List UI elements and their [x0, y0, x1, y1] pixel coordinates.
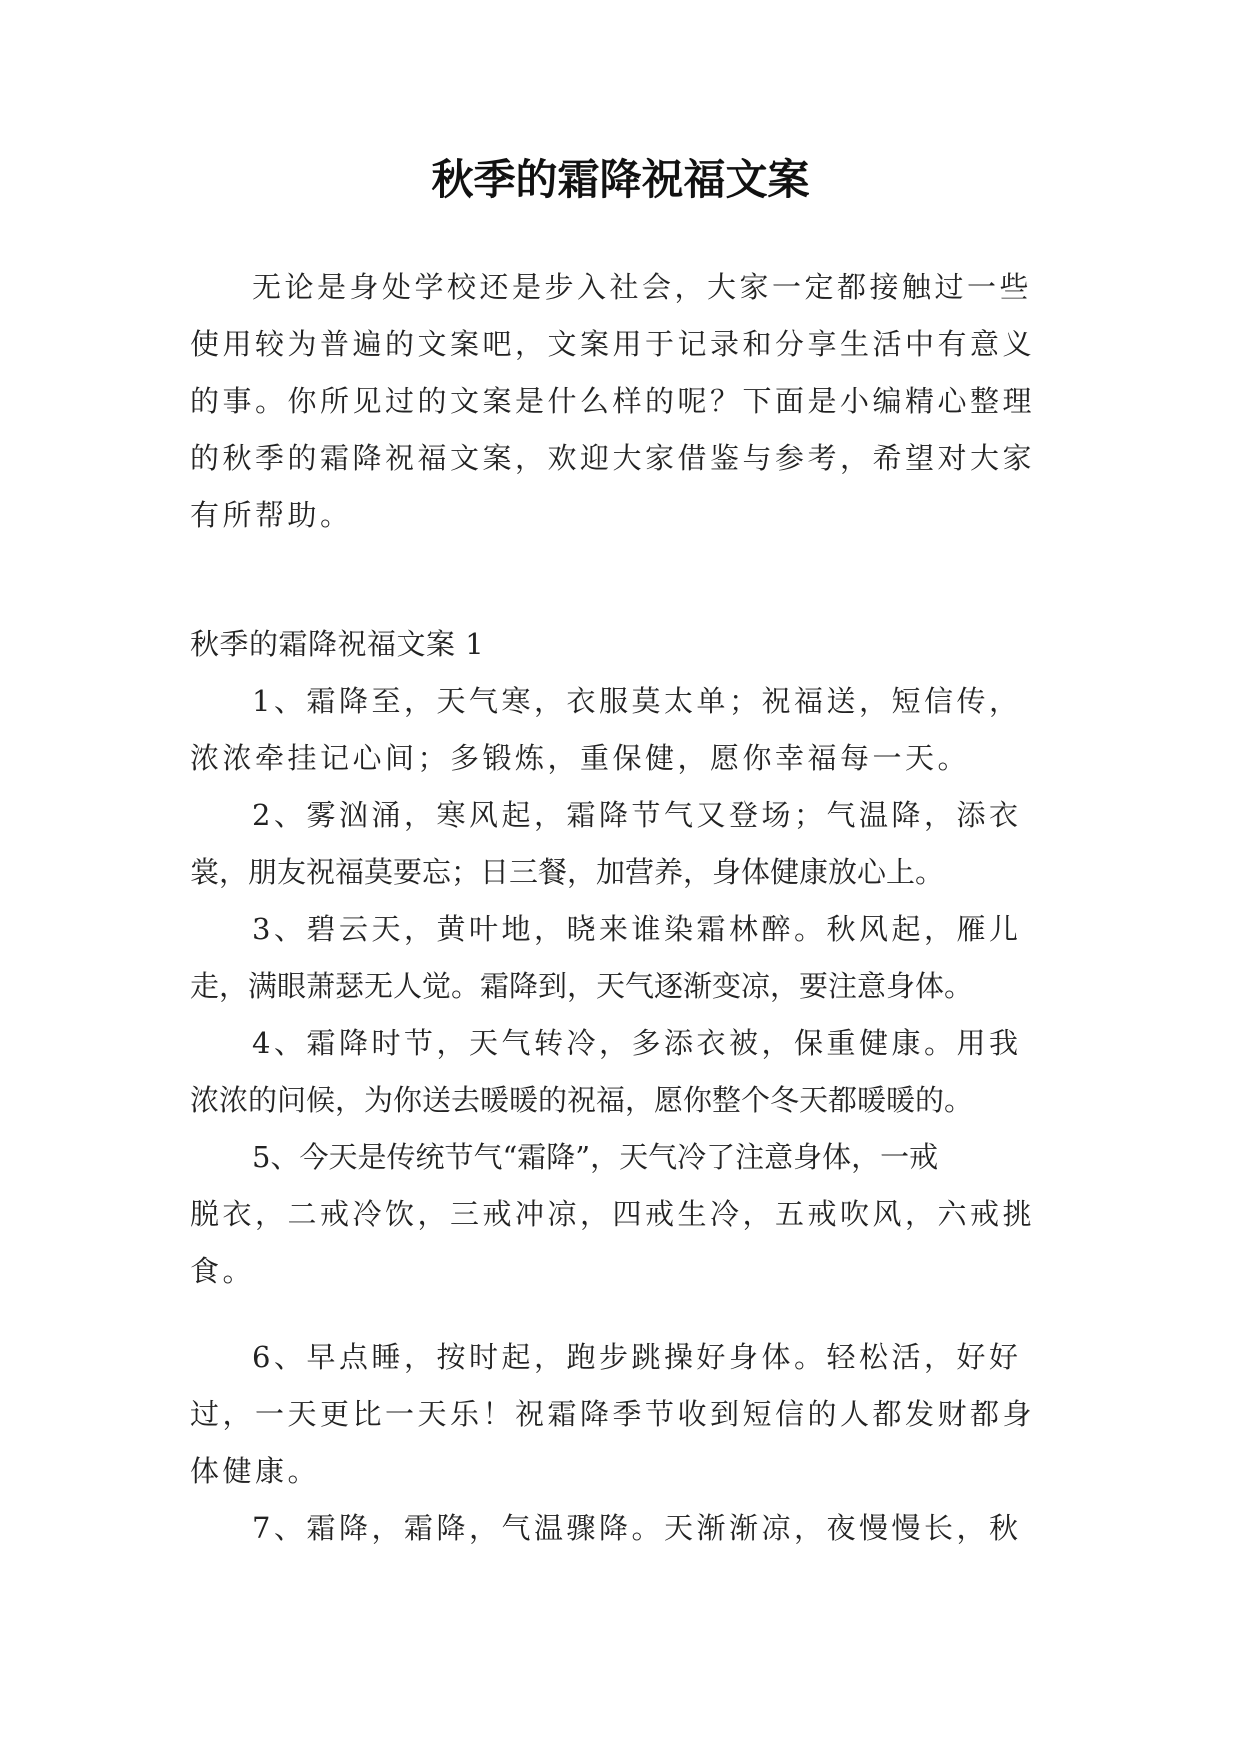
list-item-line: 体健康。	[190, 1454, 321, 1488]
list-item-line: 5、今天是传统节气“霜降”，天气冷了注意身体，一戒	[252, 1140, 939, 1174]
intro-line: 有所帮助。	[190, 498, 353, 532]
list-item-line: 裳，朋友祝福莫要忘；日三餐，加营养，身体健康放心上。	[190, 855, 945, 889]
list-item-line: 2、雾汹涌，寒风起，霜降节气又登场；气温降，添衣	[252, 798, 1022, 832]
intro-line: 无论是身处学校还是步入社会，大家一定都接触过一些	[252, 270, 1033, 304]
list-item-line: 6、早点睡，按时起，跑步跳操好身体。轻松活，好好	[252, 1340, 1022, 1374]
section-heading: 秋季的霜降祝福文案 1	[190, 627, 485, 661]
list-item-line: 脱衣，二戒冷饮，三戒冲凉，四戒生冷，五戒吹风，六戒挑	[190, 1197, 1036, 1231]
list-item-line: 3、碧云天，黄叶地，晓来谁染霜林醉。秋风起，雁儿	[252, 912, 1022, 946]
intro-line: 使用较为普遍的文案吧，文案用于记录和分享生活中有意义	[190, 327, 1036, 361]
list-item-line: 过，一天更比一天乐！祝霜降季节收到短信的人都发财都身	[190, 1397, 1036, 1431]
list-item-line: 1、霜降至，天气寒，衣服莫太单；祝福送，短信传，	[252, 684, 1022, 718]
list-item-line: 7、霜降，霜降，气温骤降。天渐渐凉，夜慢慢长，秋	[252, 1511, 1022, 1545]
document-title: 秋季的霜降祝福文案	[431, 155, 810, 204]
list-item-line: 4、霜降时节，天气转冷，多添衣被，保重健康。用我	[252, 1026, 1022, 1060]
list-item-line: 浓浓的问候，为你送去暖暖的祝福，愿你整个冬天都暖暖的。	[190, 1083, 974, 1117]
intro-line: 的秋季的霜降祝福文案，欢迎大家借鉴与参考，希望对大家	[190, 441, 1036, 475]
list-item-line: 浓浓牵挂记心间；多锻炼，重保健，愿你幸福每一天。	[190, 741, 971, 775]
intro-line: 的事。你所见过的文案是什么样的呢？下面是小编精心整理	[190, 384, 1036, 418]
list-item-line: 食。	[190, 1254, 256, 1288]
list-item-line: 走，满眼萧瑟无人觉。霜降到，天气逐渐变凉，要注意身体。	[190, 969, 974, 1003]
